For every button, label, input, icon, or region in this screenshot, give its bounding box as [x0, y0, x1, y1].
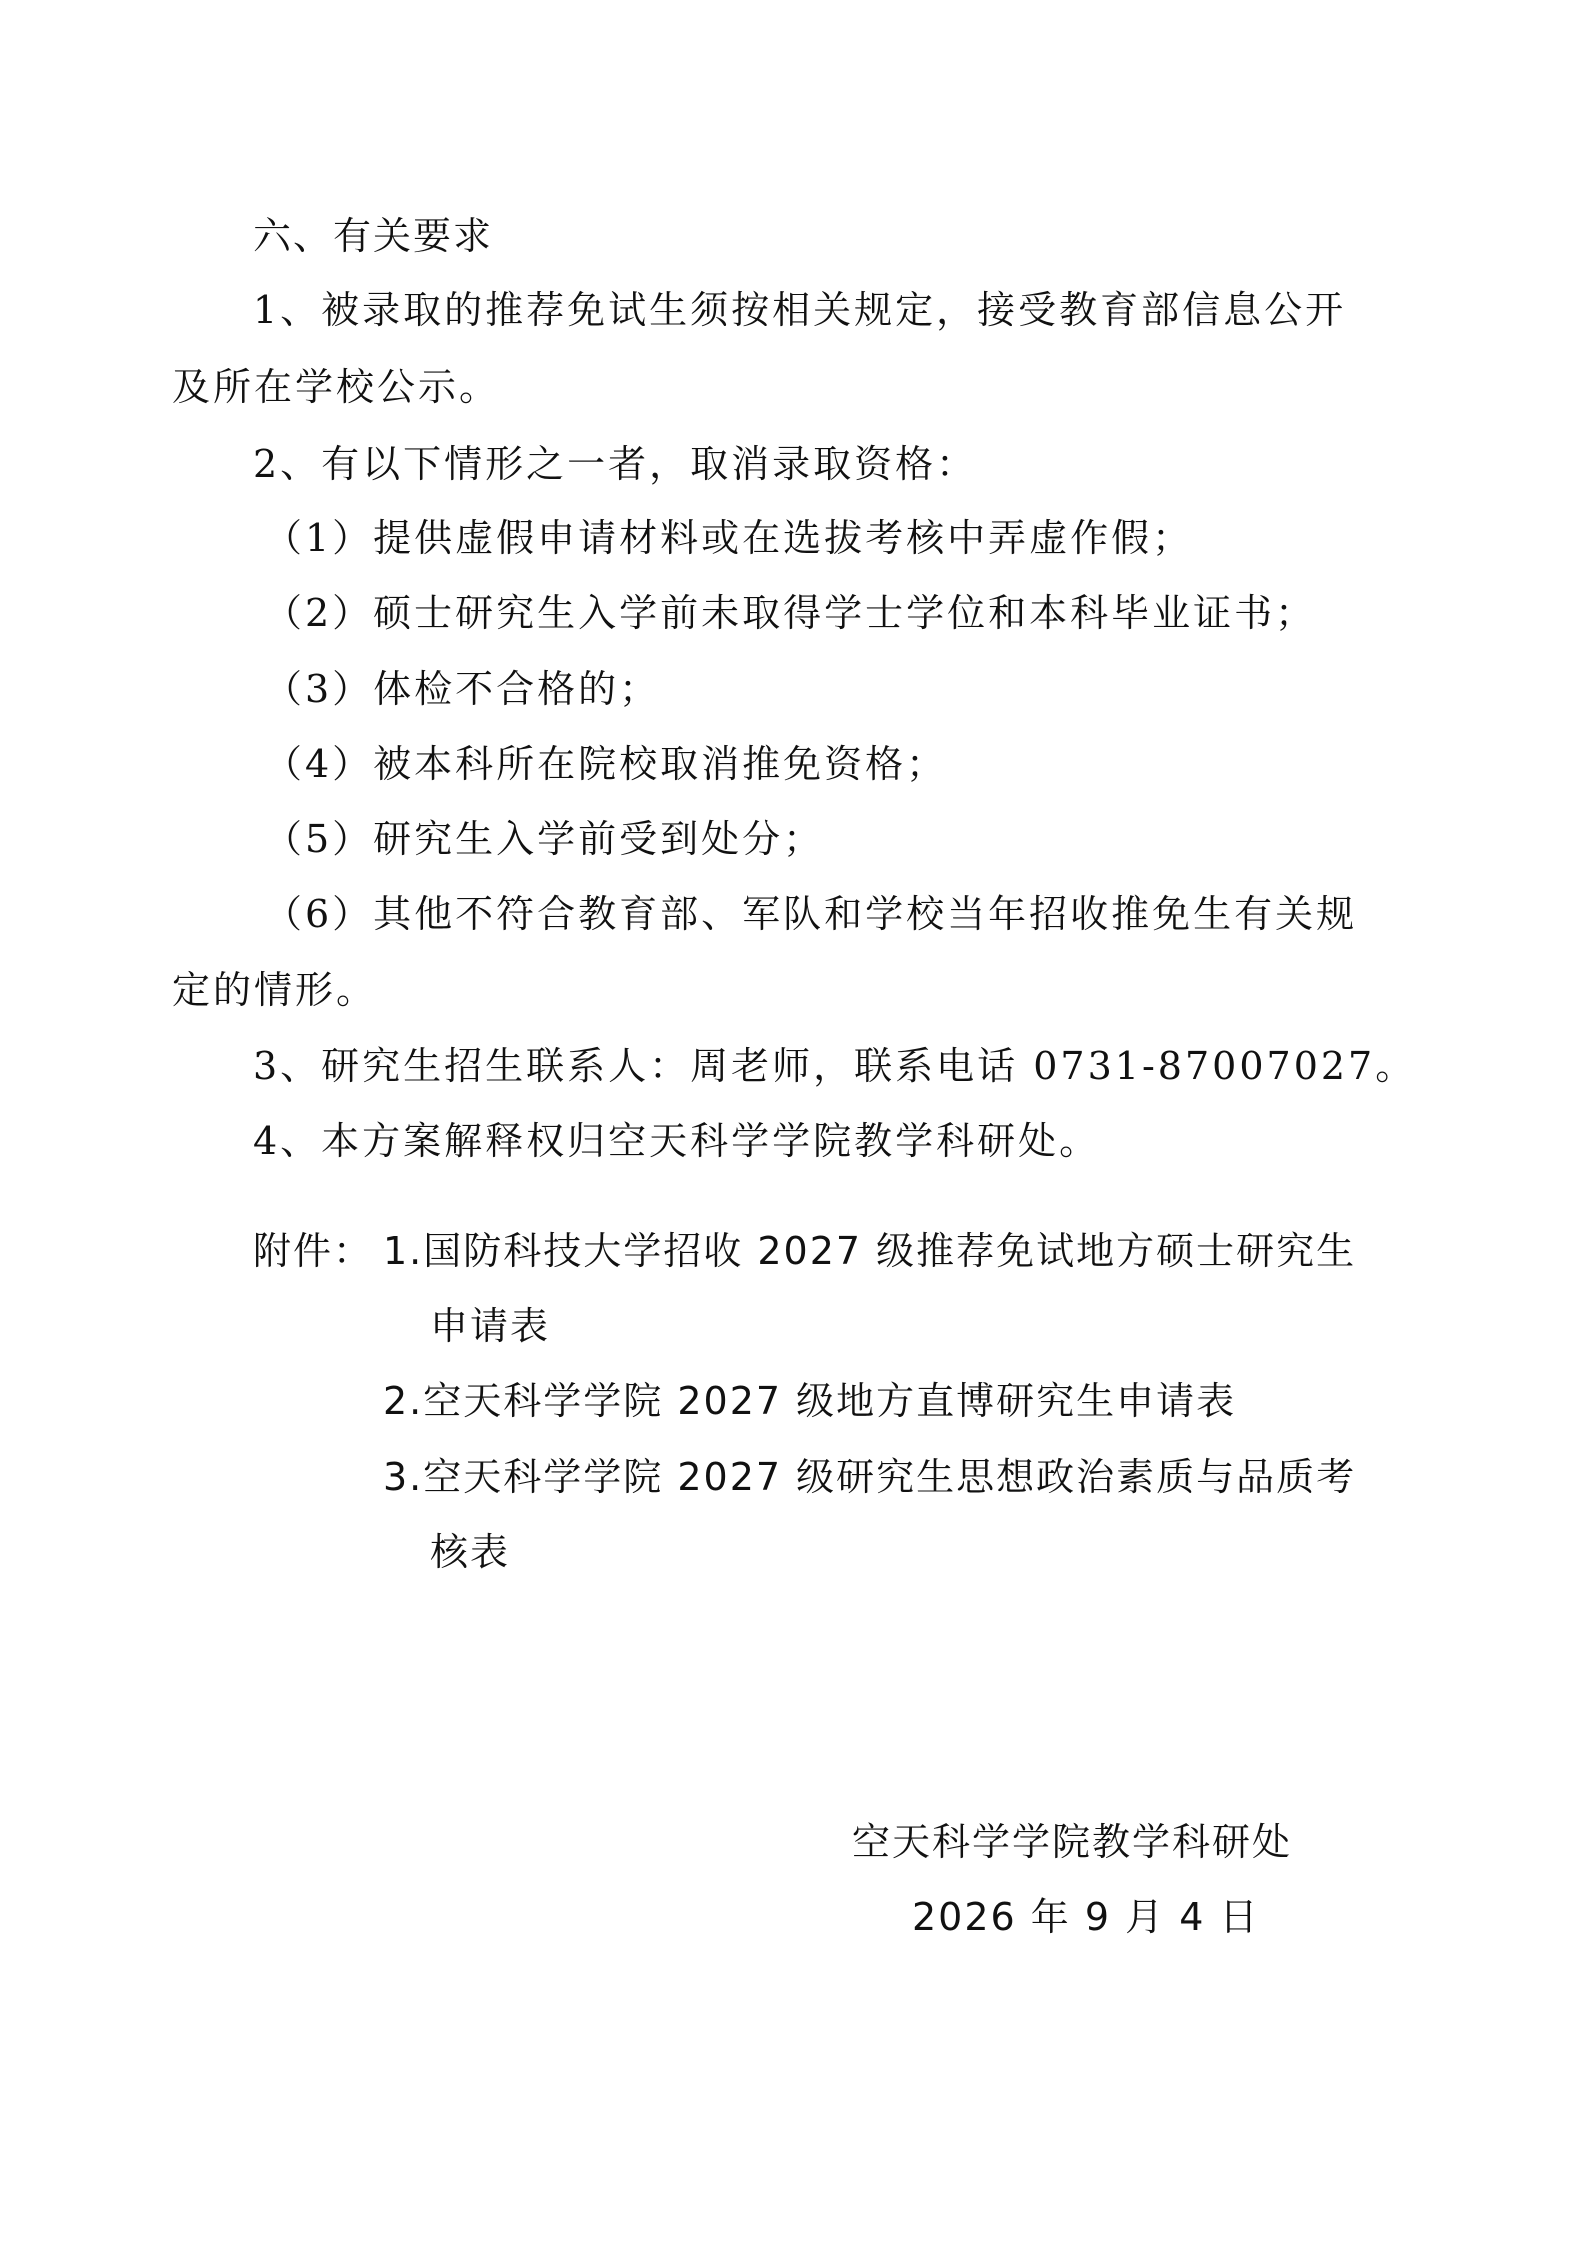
disqualification-item-5: （5）研究生入学前受到处分；: [264, 817, 825, 861]
signature-date: 2026 年 9 月 4 日: [912, 1895, 1260, 1939]
requirement-1-line-2: 及所在学校公示。: [172, 365, 501, 409]
requirement-1-line-1: 1、被录取的推荐免试生须按相关规定，接受教育部信息公开: [253, 288, 1347, 332]
disqualification-item-1: （1）提供虚假申请材料或在选拔考核中弄虚作假；: [264, 516, 1194, 560]
disqualification-item-3: （3）体检不合格的；: [264, 667, 661, 711]
attachment-3-line-2: 核表: [430, 1530, 511, 1574]
disqualification-item-6-line-1: （6）其他不符合教育部、军队和学校当年招收推免生有关规: [264, 892, 1358, 936]
interpretation-line: 4、本方案解释权归空天科学学院教学科研处。: [253, 1119, 1101, 1163]
signature-org: 空天科学学院教学科研处: [852, 1820, 1293, 1864]
attachment-1-line-2: 申请表: [430, 1304, 551, 1348]
attachment-2-line-1: 2.空天科学学院 2027 级地方直博研究生申请表: [383, 1379, 1237, 1423]
attachments-label: 附件：: [253, 1229, 374, 1273]
attachment-1-line-1: 1.国防科技大学招收 2027 级推荐免试地方硕士研究生: [383, 1229, 1357, 1273]
contact-line: 3、研究生招生联系人：周老师，联系电话 0731-87007027。: [253, 1044, 1417, 1088]
disqualification-item-2: （2）硕士研究生入学前未取得学士学位和本科毕业证书；: [264, 591, 1317, 635]
disqualification-item-4: （4）被本科所在院校取消推免资格；: [264, 742, 948, 786]
attachment-3-line-1: 3.空天科学学院 2027 级研究生思想政治素质与品质考: [383, 1455, 1357, 1499]
disqualification-item-6-line-2: 定的情形。: [172, 968, 378, 1012]
requirement-2-line-1: 2、有以下情形之一者，取消录取资格：: [253, 442, 978, 486]
section-heading: 六、有关要求: [253, 214, 494, 258]
